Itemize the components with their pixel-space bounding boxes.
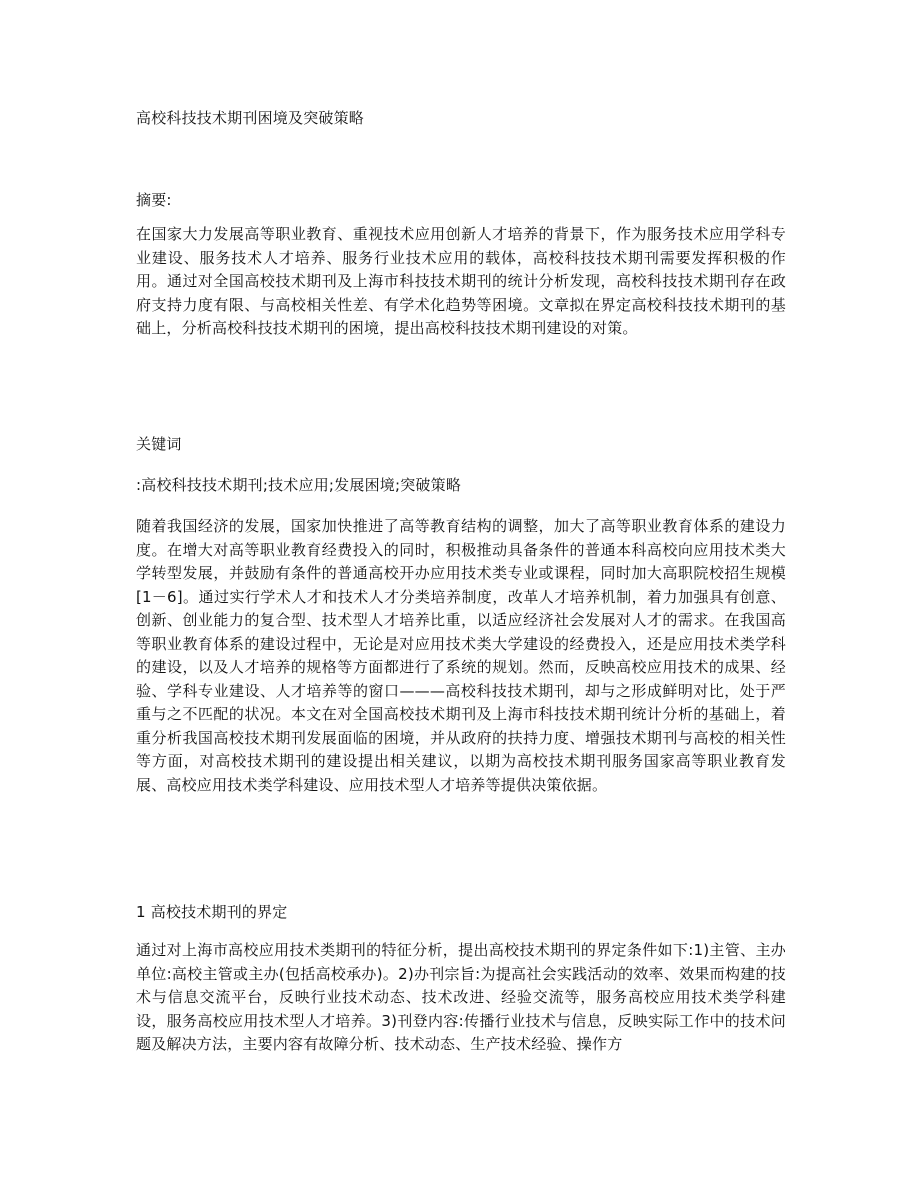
keywords-label: 关键词 (136, 435, 182, 453)
section-1-paragraph: 通过对上海市高校应用技术类期刊的特征分析，提出高校技术期刊的界定条件如下:1)主管、主办单位:高校主管或主办(包括高校承办)。2)办刊宗旨:为提高社会实践活动的效率、效果而构建的技术与信息交流平台，反映行业技术动态、技术改进、经验交流等，服务高校应用技术类学科建设，服务高校应用技术型人才培养。3)刊登内容:传播行业技术与信息，反映实际工作中的技术问题及解决方法，主要内容有故障分析、技术动态、生产技术经验、操作方 (136, 941, 786, 1053)
keywords-text: :高校科技技术期刊;技术应用;发展困境;突破策略 (136, 476, 462, 494)
abstract-label: 摘要: (136, 191, 172, 209)
section-1-heading: 1 高校技术期刊的界定 (136, 903, 288, 921)
document-title: 高校科技技术期刊困境及突破策略 (136, 109, 365, 127)
intro-paragraph: 随着我国经济的发展，国家加快推进了高等教育结构的调整，加大了高等职业教育体系的建设力度。在增大对高等职业教育经费投入的同时，积极推动具备条件的普通本科高校向应用技术类大学转型发展，并鼓励有条件的普通高校开办应用技术类专业或课程，同时加大高职院校招生规模[1－6]。通过实行学术人才和技术人才分类培养制度，改革人才培养机制，着力加强具有创意、创新、创业能力的复合型、技术型人才培养比重，以适应经济社会发展对人才的需求。在我国高等职业教育体系的建设过程中，无论是对应用技术类大学建设的经费投入，还是应用技术类学科的建设，以及人才培养的规格等方面都进行了系统的规划。然而，反映高校应用技术的成果、经验、学科专业建设、人才培养等的窗口———高校科技技术期刊，却与之形成鲜明对比，处于严重与之不匹配的状况。本文在对全国高校技术期刊及上海市科技技术期刊统计分析的基础上，着重分析我国高校技术期刊发展面临的困境，并从政府的扶持力度、增强技术期刊与高校的相关性等方面，对高校技术期刊的建设提出相关建议，以期为高校技术期刊服务国家高等职业教育发展、高校应用技术类学科建设、应用技术型人才培养等提供决策依据。 (136, 517, 786, 794)
abstract-text: 在国家大力发展高等职业教育、重视技术应用创新人才培养的背景下，作为服务技术应用学科专业建设、服务技术人才培养、服务行业技术应用的载体，高校科技技术期刊需要发挥积极的作用。通过对全国高校技术期刊及上海市科技技术期刊的统计分析发现，高校科技技术期刊存在政府支持力度有限、与高校相关性差、有学术化趋势等困境。文章拟在界定高校科技技术期刊的基础上，分析高校科技技术期刊的困境，提出高校科技技术期刊建设的对策。 (136, 225, 786, 337)
